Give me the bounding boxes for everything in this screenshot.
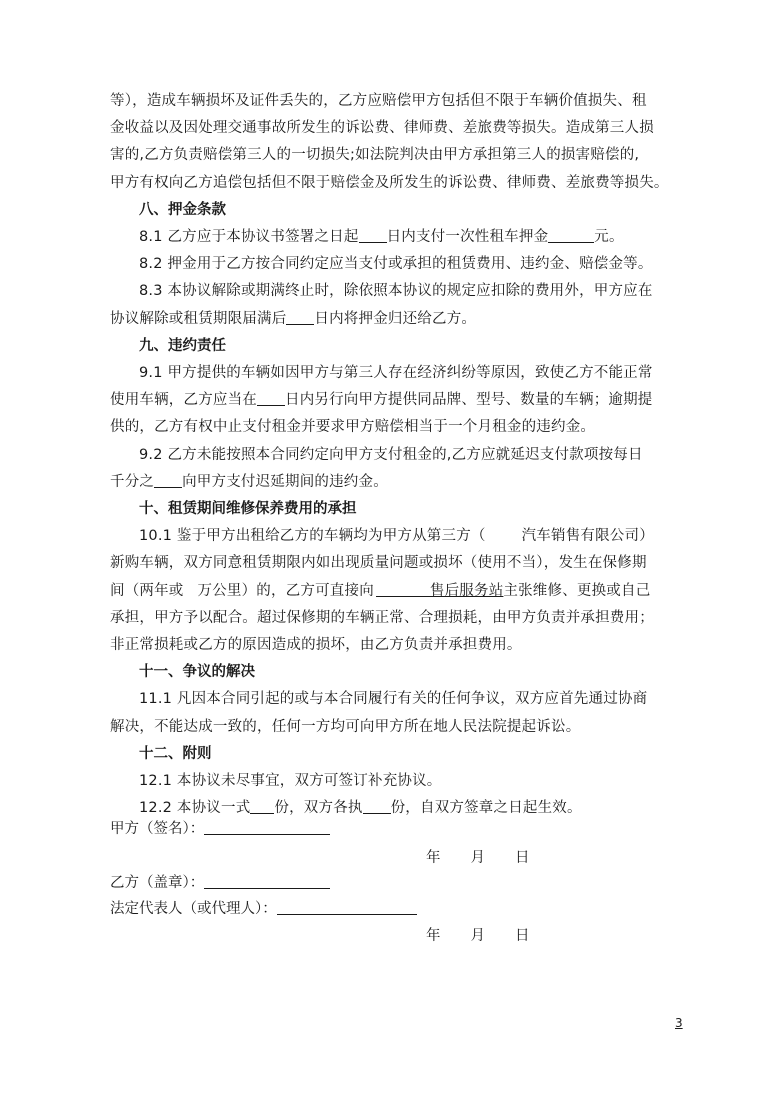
clause-text: 日内将押金归还给乙方。 — [314, 310, 477, 327]
clause-text: 承担，甲方予以配合。超过保修期的车辆正常、合理损耗，由甲方负责并承担费用； — [110, 609, 654, 626]
text-line: 金收益以及因处理交通事故所发生的诉讼费、律师费、差旅费等损失。造成第三人损 — [110, 120, 654, 137]
text-line: 等），造成车辆损坏及证件丢失的，乙方应赔偿甲方包括但不限于车辆价值损失、租 — [110, 93, 647, 109]
day-label: 日 — [515, 928, 530, 944]
clause-text: 向甲方支付迟延期间的违约金。 — [182, 473, 388, 490]
month-label: 月 — [470, 928, 485, 944]
year-label: 年 — [426, 850, 441, 866]
clause-10-1 — [110, 523, 680, 550]
clause-8-3-cont — [110, 306, 680, 333]
clause-text: 日内另行向甲方提供同品牌、型号、数量的车辆；逾期提 — [285, 392, 653, 409]
clause-11-1-cont: 解决，不能达成一致的，任何一方均可向甲方所在地人民法院提起诉讼。 — [110, 718, 581, 735]
clause-9-2-cont — [110, 469, 680, 496]
section-heading: 八、押金条款 — [139, 201, 226, 218]
blank-field — [154, 472, 182, 488]
clause-text: 主张维修、更换或自己 — [503, 582, 651, 599]
clause-11-1: 11.1 凡因本合同引起的或与本合同履行有关的任何争议，双方应首先通过协商 — [139, 691, 648, 708]
clause-text: 间（两年或 — [110, 582, 184, 599]
party-b-seal — [110, 871, 330, 892]
clause-9-1-cont — [110, 387, 680, 441]
blank-field — [250, 798, 274, 814]
blank-field — [548, 227, 594, 243]
text-line: 甲方有权向乙方追偿包括但不限于赔偿金及所发生的诉讼费、律师费、差旅费等损失。 — [110, 174, 669, 191]
intro-paragraph — [110, 88, 680, 197]
clause-9-1: 9.1 甲方提供的车辆如因甲方与第三人存在经济纠纷等原因，致使乙方不能正常 — [139, 365, 653, 382]
party-a-signature — [110, 817, 330, 838]
clause-text: 8.3 本协议解除或期满终止时，除依照本协议的规定应扣除的费用外，甲方应在 — [139, 283, 653, 300]
clause-text: 8.1 乙方应于本协议书签署之日起 — [139, 229, 359, 246]
clause-8-2: 8.2 押金用于乙方按合同约定应当支付或承担的租赁费用、违约金、赔偿金等。 — [139, 256, 653, 273]
page-number: 3 — [675, 1016, 683, 1030]
legal-rep-label: 法定代表人（或代理人）： — [110, 901, 277, 917]
clause-9-2: 9.2 乙方未能按照本合同约定向甲方支付租金的,乙方应就延迟支付款项按每日 — [139, 446, 643, 463]
clause-8-3 — [110, 278, 680, 305]
year-label: 年 — [426, 928, 441, 944]
clause-text: 协议解除或租赁期限届满后 — [110, 310, 287, 327]
contract-body — [110, 88, 680, 822]
clause-text: 汽车销售有限公司） — [521, 528, 654, 545]
section-heading: 十一、争议的解决 — [139, 664, 255, 681]
blank-field — [286, 308, 314, 324]
clause-text: 10.1 鉴于甲方出租给乙方的车辆均为甲方从第三方（ — [139, 528, 486, 545]
blank-field — [359, 227, 387, 243]
clause-10-1-cont — [110, 550, 680, 659]
date-row-a — [426, 846, 530, 867]
clause-text: 份，自双方签章之日起生效。 — [390, 800, 582, 817]
clause-12-1: 12.1 本协议未尽事宜，双方可签订补充协议。 — [139, 773, 442, 790]
blank-field — [363, 798, 391, 814]
legal-rep-signature-line — [277, 899, 417, 915]
section-heading: 九、违约责任 — [139, 337, 226, 354]
month-label: 月 — [470, 850, 485, 866]
clause-text: 千分之 — [110, 473, 155, 490]
legal-rep-signature — [110, 897, 417, 918]
party-b-seal-line — [204, 873, 330, 889]
text-line: 害的,乙方负责赔偿第三人的一切损失;如法院判决由甲方承担第三人的损害赔偿的, — [110, 147, 640, 164]
clause-text: 万公里）的，乙方可直接向 — [197, 582, 374, 599]
underlined-text: 售后服务站 — [429, 582, 504, 599]
blank-field — [257, 390, 285, 406]
clause-text: 份，双方各执 — [274, 800, 363, 817]
party-a-label: 甲方（签名）： — [110, 821, 205, 837]
section-heading: 十二、附则 — [139, 745, 212, 762]
clause-text: 日内支付一次性租车押金 — [386, 229, 549, 246]
clause-text: 使用车辆，乙方应当在 — [110, 392, 257, 409]
clause-text: 元。 — [594, 229, 624, 246]
day-label: 日 — [515, 850, 530, 866]
clause-8-1 — [110, 224, 680, 251]
blank-field — [376, 580, 430, 596]
clause-text: 非正常损耗或乙方的原因造成的损坏，由乙方负责并承担费用。 — [110, 637, 522, 654]
section-heading: 十、租赁期间维修保养费用的承担 — [139, 501, 357, 518]
party-b-label: 乙方（盖章）： — [110, 875, 205, 891]
clause-text: 供的，乙方有权中止支付租金并要求甲方赔偿相当于一个月租金的违约金。 — [110, 419, 596, 436]
party-a-signature-line — [204, 819, 330, 835]
date-row-b — [426, 924, 530, 945]
clause-text: 12.2 本协议一式 — [139, 800, 251, 817]
clause-text: 新购车辆，双方同意租赁期限内如出现质量问题或损坏（使用不当），发生在保修期 — [110, 555, 647, 572]
